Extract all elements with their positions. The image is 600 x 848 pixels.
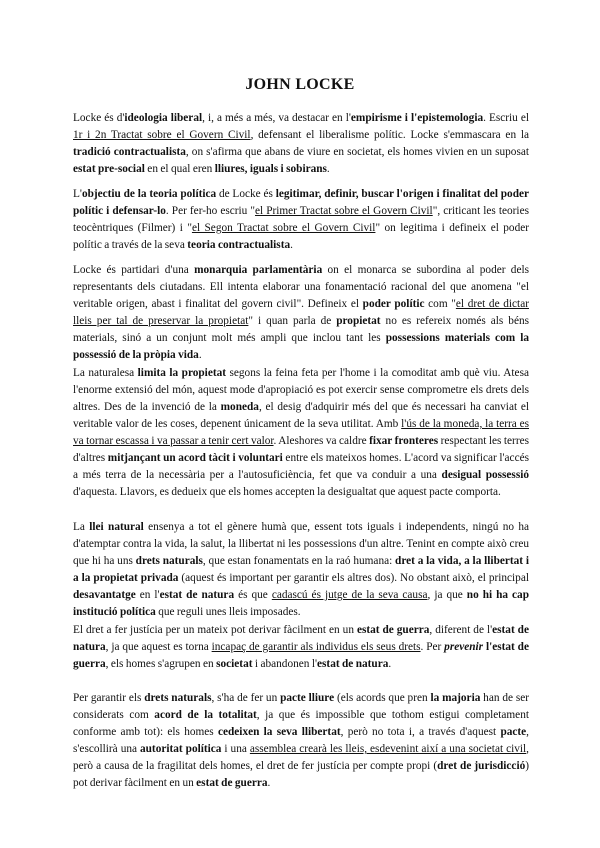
text-run: respectant les terres d'altres [73, 435, 529, 464]
text-run: que reguli unes lleis imposades. [155, 606, 301, 618]
text-run: de Locke és [216, 188, 276, 200]
text-run: , però no tota i, a través d'aquest [340, 726, 501, 738]
text-run: . Per [420, 641, 445, 653]
text-run: , s'escollirà una [73, 726, 529, 755]
bold-text: autoritat política [140, 743, 222, 755]
bold-text: pacte lliure [280, 692, 335, 704]
text-run: , ja que [427, 589, 467, 601]
text-run: , els homes s'agrupen en [105, 658, 217, 670]
bold-text: acord de la totalitat [154, 709, 257, 721]
bold-text: cedeixen la seva llibertat [217, 726, 341, 738]
paragraph-intro [73, 110, 529, 178]
text-run: entre els mateixos homes. L'acord va significar l'accés a més terra de la necessària per a l'autosuficiència, fet que va conduir a una [73, 452, 529, 481]
text-run: , i, a més a més, va destacar en l' [202, 112, 351, 124]
text-run: " on legitima i defineix el poder polític a través de la seva [73, 222, 530, 251]
underlined-text: cadascú és jutge de la seva causa [271, 589, 428, 601]
text-run: Locke és partidari d'una [73, 264, 195, 276]
bold-text: possessions materials com la possessió de la pròpia vida [73, 332, 529, 361]
text-run: on el monarca se subordina al poder dels representants dels ciutadans. Ell intenta elaborar una fonamentació racional del que anomena "el veritable origen, abast i finalitat del govern civil". Defineix el [73, 264, 529, 310]
underlined-text: el dret de dictar lleis per tal de preservar la propietat [73, 298, 529, 327]
bold-text: estat de natura [73, 624, 529, 653]
text-run: d'aquesta. Llavors, es dedueix que els homes accepten la desigualtat que aquest pacte comporta. [73, 486, 501, 498]
text-run: , ja que aquest es torna [105, 641, 212, 653]
text-run: , diferent de l' [429, 624, 493, 636]
bold-text: estat de guerra [196, 777, 268, 789]
bold-text: l'estat de guerra [73, 641, 529, 670]
text-run: i abandonen l' [252, 658, 318, 670]
text-run: , ja que és impossible que tothom estigui completament conforme amb tot): els homes [73, 709, 529, 738]
paragraph-natural-law [73, 519, 529, 621]
text-run: és que [234, 589, 272, 601]
bold-text: desigual possessió [441, 469, 530, 481]
text-run: (els acords que pren [334, 692, 431, 704]
bold-text: la majoria [430, 692, 481, 704]
text-run: no es refereix només als béns materials, sinó a un conjunt molt més ampli que inclou tant les [73, 315, 530, 344]
bold-text: desavantatge [73, 589, 136, 601]
text-run: segons la feina feta per l'home i la comoditat amb què viu. Atesa l'enorme extensió del món, aquest mode d'apropiació es pot exercir sense comprometre els drets dels altres. Des de la invenció de la [73, 367, 529, 413]
text-run: Locke és d' [73, 112, 125, 124]
text-run: L' [73, 188, 82, 200]
text-run: . [290, 239, 293, 251]
text-run: ) pot derivar fàcilment en un [73, 760, 529, 789]
text-run: , però a causa de la fragilitat dels homes, el dret de fer justícia per compte propi ( [73, 743, 529, 772]
bold-text: dret de jurisdicció [437, 760, 526, 772]
text-run: , on s'afirma que abans de viure en societat, els homes vivien en un suposat [185, 146, 530, 158]
bold-text: poder polític [362, 298, 425, 310]
bold-text: estat pre-social [73, 163, 145, 175]
text-run: La [73, 521, 90, 533]
text-run: . Aleshores va caldre [273, 435, 370, 447]
paragraph-monarchy [73, 262, 529, 364]
bold-text: propietat [336, 315, 381, 327]
paragraph-property [73, 365, 529, 501]
bold-text: llei natural [89, 521, 144, 533]
underlined-text: 1r i 2n Tractat sobre el Govern Civil [73, 129, 251, 141]
paragraph-state-of-war [73, 622, 529, 673]
text-run: . [267, 777, 271, 789]
text-run: en el qual eren [144, 163, 215, 175]
text-run: , el desig d'adquirir més del que és necessari ha canviat el veritable valor de les coses, depenent únicament de la seva utilitat. Amb [73, 401, 530, 430]
bold-text: monarquia parlamentària [194, 264, 323, 276]
text-run: . [388, 658, 392, 670]
bold-text: estat de guerra [356, 624, 430, 636]
bold-text: estat de natura [317, 658, 389, 670]
text-run: com " [424, 298, 456, 310]
bold-text: estat de natura [159, 589, 235, 601]
bold-text: legitimar, definir, buscar l'origen i finalitat del poder polític i defensar-lo [73, 188, 530, 217]
page-title: JOHN LOCKE [245, 76, 355, 93]
underlined-text: l'ús de la moneda, la terra es va tornar escassa i va passar a tenir cert valor [73, 418, 530, 447]
text-run: Per garantir els [73, 692, 145, 704]
bold-text: objectiu de la teoria política [81, 188, 217, 200]
text-run: La naturalesa [73, 367, 138, 379]
bold-text: tradició contractualista [73, 146, 186, 158]
paragraph-pact [73, 690, 529, 792]
underlined-text: el Segon Tractat sobre el Govern Civil [191, 222, 376, 234]
bold-text: lliures, iguals i sobirans [214, 163, 327, 175]
bold-text: dret a la vida, a la llibertat i a la propietat privada [73, 555, 529, 584]
bold-text: empirisme i l'epistemologia [350, 112, 484, 124]
bold-text: drets naturals [144, 692, 212, 704]
bold-text: teoria contractualista [187, 239, 291, 251]
bold-text: limita la propietat [137, 367, 227, 379]
bold-text: drets naturals [135, 555, 203, 567]
text-run: . Escriu el [483, 112, 530, 124]
bold-text: fixar fronteres [369, 435, 439, 447]
text-run: ", criticant les teories teocèntriques (Filmer) i " [73, 205, 529, 234]
text-run: , que estan fonamentats en la raó humana: [202, 555, 396, 567]
text-run: El dret a fer justícia per un mateix pot derivar fàcilment en un [73, 624, 357, 636]
text-run: . Per fer-ho escriu " [165, 205, 255, 217]
bold-text: no hi ha cap institució política [73, 589, 529, 618]
text-run: . [198, 349, 202, 361]
bold-text: prevenir [444, 641, 484, 653]
text-run: han de ser considerats com [73, 692, 529, 721]
underlined-text: el Primer Tractat sobre el Govern Civil [254, 205, 433, 217]
underlined-text: assemblea crearà les lleis, esdevenint així a una societat civil [249, 743, 527, 755]
bold-text: societat [216, 658, 253, 670]
text-run: en l' [135, 589, 160, 601]
bold-text: pacte [500, 726, 527, 738]
text-run: , s'ha de fer un [211, 692, 281, 704]
text-run: . [326, 163, 330, 175]
bold-text: moneda [220, 401, 259, 413]
bold-text: ideologia liberal [124, 112, 203, 124]
text-run: , defensant el liberalisme polític. Locke s'emmascara en la [250, 129, 529, 141]
text-run: ensenya a tot el gènere humà que, essent tots iguals i independents, ningú no ha d'atemptar contra la vida, la salut, la llibertat ni les possessions d'un altre. Tenint en compte això creu que hi ha uns [73, 521, 529, 567]
text-run: (aquest és important per garantir els altres dos). No obstant això, el principal [178, 572, 529, 584]
paragraph-objective [73, 186, 529, 254]
text-run: i una [221, 743, 250, 755]
underlined-text: incapaç de garantir als individus els seus drets [211, 641, 421, 653]
bold-text: mitjançant un acord tàcit i voluntari [107, 452, 283, 464]
text-run: " i quan parla de [248, 315, 337, 327]
